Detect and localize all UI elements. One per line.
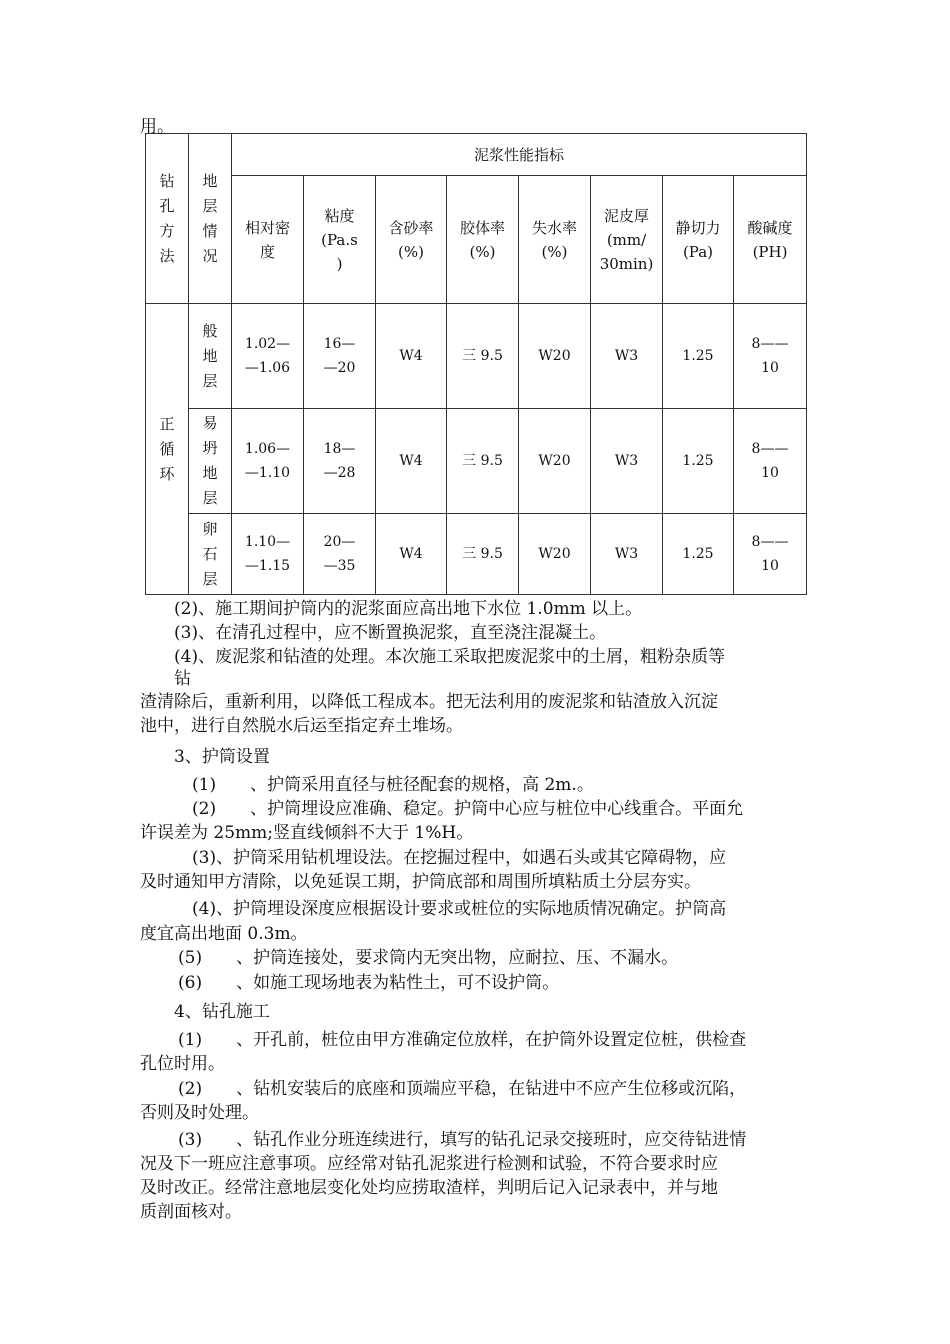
skin-cell: W3 (591, 514, 663, 595)
water-loss-cell: W20 (519, 514, 591, 595)
paragraph-mud-replace: (3)、在清孔过程中，应不断置换泥浆，直至浇注混凝土。 (174, 623, 607, 643)
water-loss-cell: W20 (519, 409, 591, 514)
ph-cell: 8—— 10 (734, 409, 807, 514)
stratum-cell: 般地层 (189, 304, 232, 409)
header-drill-method: 钻孔方法 (146, 134, 189, 304)
section-heading-casing: 3、护筒设置 (174, 747, 270, 767)
shear-cell: 1.25 (663, 409, 734, 514)
method-cell: 正循环 (146, 304, 189, 595)
paragraph-drilling-3-line2: 况及下一班应注意事项。应经常对钻孔泥浆进行检测和试验，不符合要求时应 (140, 1154, 718, 1174)
table-row (146, 514, 807, 595)
header-static-shear: 静切力 (Pa) (663, 176, 734, 304)
paragraph-waste-mud-line2: 钻 (174, 669, 191, 689)
ph-cell: 8—— 10 (734, 514, 807, 595)
density-cell: 1.10— —1.15 (232, 514, 304, 595)
mud-properties-table (145, 133, 807, 595)
paragraph-casing-2-line2: 许误差为 25mm;竖直线倾斜不大于 1%H。 (140, 823, 474, 843)
header-ph: 酸碱度 (PH) (734, 176, 807, 304)
shear-cell: 1.25 (663, 514, 734, 595)
shear-cell: 1.25 (663, 304, 734, 409)
paragraph-casing-6: (6) 、如施工现场地表为粘性土，可不设护筒。 (178, 973, 560, 993)
paragraph-casing-4-line1: (4)、护筒埋设深度应根据设计要求或桩位的实际地质情况确定。护筒高 (192, 899, 727, 919)
colloid-cell: 三 9.5 (447, 514, 519, 595)
colloid-cell: 三 9.5 (447, 304, 519, 409)
paragraph-mud-level: (2)、施工期间护筒内的泥浆面应高出地下水位 1.0mm 以上。 (174, 599, 643, 619)
header-water-loss: 失水率 (%) (519, 176, 591, 304)
paragraph-drilling-1-line2: 孔位时用。 (140, 1054, 225, 1074)
paragraph-waste-mud-line4: 池中，进行自然脱水后运至指定弃土堆场。 (140, 716, 463, 736)
water-loss-cell: W20 (519, 304, 591, 409)
paragraph-casing-3-line2: 及时通知甲方清除，以免延误工期，护筒底部和周围所填粘质土分层夯实。 (140, 872, 701, 892)
paragraph-casing-5: (5) 、护筒连接处，要求筒内无突出物，应耐拉、压、不漏水。 (178, 948, 679, 968)
paragraph-drilling-3-line4: 质剖面核对。 (140, 1202, 242, 1222)
text-fragment: 用。 (140, 117, 174, 137)
paragraph-casing-3-line1: (3)、护筒采用钻机埋设法。在挖掘过程中，如遇石头或其它障碍物，应 (192, 848, 727, 868)
sand-cell: W4 (376, 514, 447, 595)
density-cell: 1.02— —1.06 (232, 304, 304, 409)
paragraph-casing-4-line2: 度宜高出地面 0.3m。 (140, 924, 308, 944)
section-heading-drilling: 4、钻孔施工 (174, 1002, 270, 1022)
header-density: 相对密 度 (232, 176, 304, 304)
density-cell: 1.06— —1.10 (232, 409, 304, 514)
stratum-cell: 卵石层 (189, 514, 232, 595)
sand-cell: W4 (376, 304, 447, 409)
viscosity-cell: 20— —35 (304, 514, 376, 595)
viscosity-cell: 16— —20 (304, 304, 376, 409)
header-colloid-rate: 胶体率 (%) (447, 176, 519, 304)
header-mud-skin: 泥皮厚 (mm/ 30min) (591, 176, 663, 304)
paragraph-drilling-2-line2: 否则及时处理。 (140, 1103, 259, 1123)
table-row (146, 304, 807, 409)
ph-cell: 8—— 10 (734, 304, 807, 409)
header-mud-indicators: 泥浆性能指标 (232, 134, 807, 176)
colloid-cell: 三 9.5 (447, 409, 519, 514)
paragraph-drilling-3-line1: (3) 、钻孔作业分班连续进行，填写的钻孔记录交接班时，应交待钻进情 (178, 1130, 747, 1150)
header-viscosity: 粘度 (Pa.s ) (304, 176, 376, 304)
paragraph-waste-mud-line1: (4)、废泥浆和钻渣的处理。本次施工采取把废泥浆中的土屑，粗粉杂质等 (174, 647, 726, 667)
paragraph-casing-1: (1) 、护筒采用直径与桩径配套的规格，高 2m.。 (192, 775, 594, 795)
stratum-cell: 易坍地层 (189, 409, 232, 514)
sand-cell: W4 (376, 409, 447, 514)
header-stratum: 地层情况 (189, 134, 232, 304)
skin-cell: W3 (591, 304, 663, 409)
paragraph-casing-2-line1: (2) 、护筒埋设应准确、稳定。护筒中心应与桩位中心线重合。平面允 (192, 799, 744, 819)
table-row (146, 409, 807, 514)
paragraph-waste-mud-line3: 渣清除后，重新利用，以降低工程成本。把无法利用的废泥浆和钻渣放入沉淀 (140, 692, 718, 712)
viscosity-cell: 18— —28 (304, 409, 376, 514)
skin-cell: W3 (591, 409, 663, 514)
paragraph-drilling-3-line3: 及时改正。经常注意地层变化处均应捞取渣样，判明后记入记录表中，并与地 (140, 1178, 718, 1198)
header-sand-content: 含砂率 (%) (376, 176, 447, 304)
paragraph-drilling-2-line1: (2) 、钻机安装后的底座和顶端应平稳，在钻进中不应产生位移或沉陷， (178, 1079, 747, 1099)
paragraph-drilling-1-line1: (1) 、开孔前，桩位由甲方准确定位放样，在护筒外设置定位桩，供检查 (178, 1030, 747, 1050)
